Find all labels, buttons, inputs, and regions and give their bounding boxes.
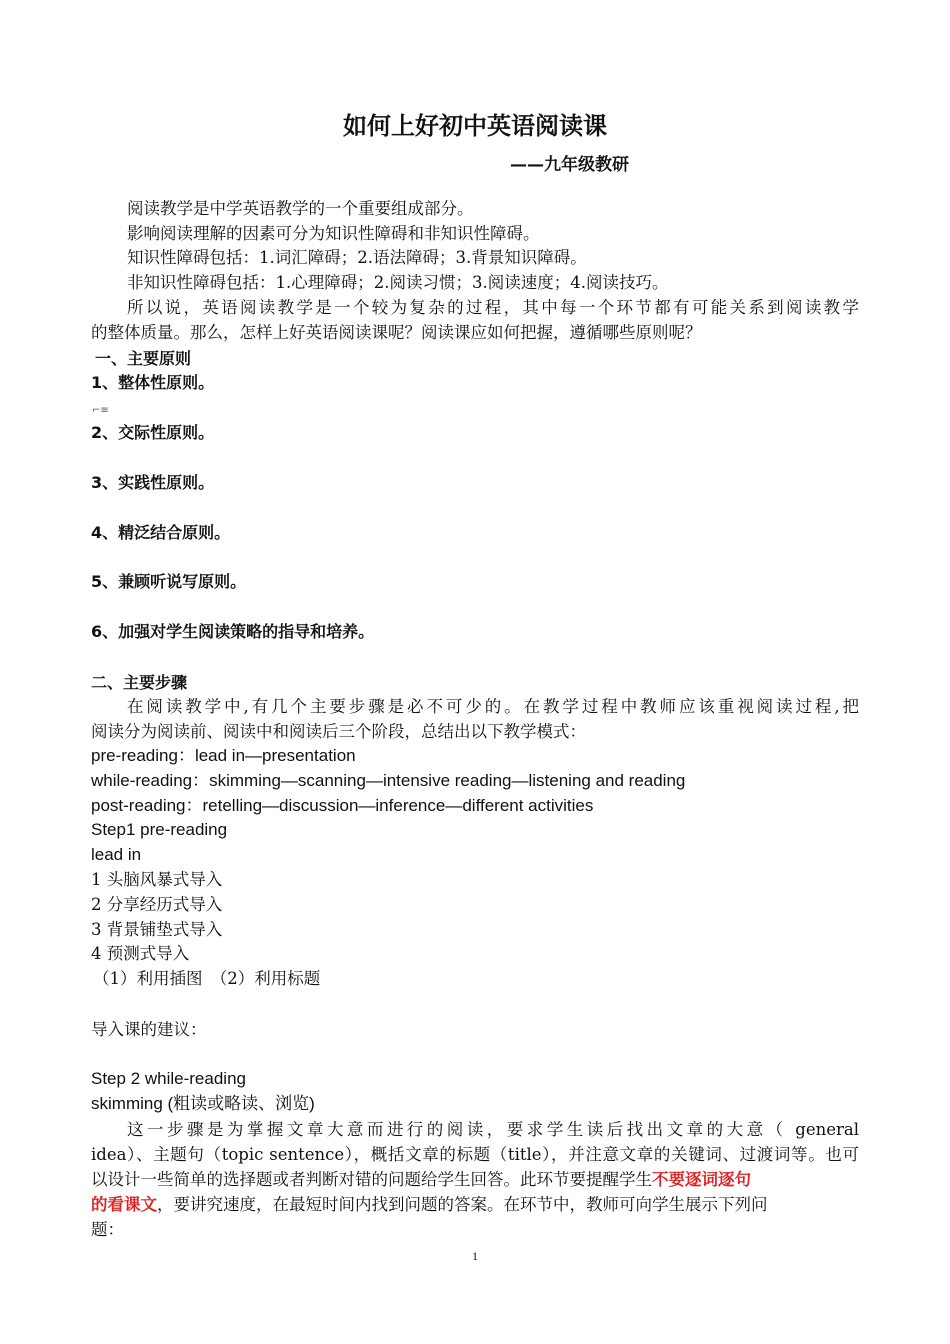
document-subtitle: ——九年级教研 [510,155,629,175]
paragraph-line: 这一步骤是为掌握文章大意而进行的阅读，要求学生读后找出文章的大意（ general [127,1120,859,1139]
format-marker: ⌐≡ [92,405,109,416]
paragraph-line: 题： [91,1220,124,1239]
intro-line: 非知识性障碍包括：1.心理障碍；2.阅读习惯；3.阅读速度；4.阅读技巧。 [127,273,669,292]
principle-item: 3、实践性原则。 [91,473,215,492]
paragraph-line [91,1170,751,1190]
lead-method-item: 3 背景铺垫式导入 [91,920,223,939]
highlighted-text: 的看课文 [91,1195,157,1214]
paragraph-text: 以设计一些简单的选择题或者判断对错的问题给学生回答。此环节要提醒学生 [91,1170,652,1189]
paragraph-line: 阅读分为阅读前、阅读中和阅读后三个阶段，总结出以下教学模式： [91,722,586,741]
intro-line: 影响阅读理解的因素可分为知识性障碍和非知识性障碍。 [127,224,540,243]
paragraph-line [91,1195,768,1215]
section-heading: 一、主要原则 [95,349,192,368]
step-heading: Step1 pre-reading [91,820,228,839]
sub-heading: skimming (粗读或略读、浏览) [91,1094,315,1113]
principle-item: 4、精泛结合原则。 [91,523,231,542]
principle-item: 2、交际性原则。 [91,423,215,442]
advice-heading: 导入课的建议： [91,1020,207,1039]
sub-heading: lead in [91,845,142,864]
prediction-ways: （1）利用插图 （2）利用标题 [93,969,321,988]
principle-item: 1、整体性原则。 [91,373,215,392]
paragraph-line: 的整体质量。那么，怎样上好英语阅读课呢？阅读课应如何把握，遵循哪些原则呢？ [91,323,702,342]
intro-line: 知识性障碍包括：1.词汇障碍；2.语法障碍；3.背景知识障碍。 [127,248,587,267]
document-title: 如何上好初中英语阅读课 [343,112,607,140]
model-line: while-reading：skimming—scanning—intensive reading—listening and reading [91,771,686,790]
step-heading: Step 2 while-reading [91,1069,246,1088]
lead-method-item: 4 预测式导入 [91,944,190,963]
page-number: 1 [472,1249,478,1263]
highlighted-text: 不要逐词逐句 [652,1170,751,1189]
model-line: pre-reading：lead in—presentation [91,746,356,765]
section-heading: 二、主要步骤 [91,673,188,692]
model-line: post-reading：retelling—discussion—inference—different activities [91,796,594,815]
paragraph-line: idea）、主题句（topic sentence），概括文章的标题（title），并注意文章的关键词、过渡词等。也可 [91,1145,859,1164]
lead-method-item: 1 头脑风暴式导入 [91,870,223,889]
lead-method-item: 2 分享经历式导入 [91,895,223,914]
paragraph-line: 在阅读教学中,有几个主要步骤是必不可少的。在教学过程中教师应该重视阅读过程,把 [127,697,859,716]
principle-item: 6、加强对学生阅读策略的指导和培养。 [91,622,375,641]
paragraph-line: 所以说，英语阅读教学是一个较为复杂的过程，其中每一个环节都有可能关系到阅读教学 [127,298,859,317]
intro-line: 阅读教学是中学英语教学的一个重要组成部分。 [127,199,474,218]
principle-item: 5、兼顾听说写原则。 [91,572,247,591]
paragraph-text: ，要讲究速度，在最短时间内找到问题的答案。在环节中，教师可向学生展示下列问 [157,1195,768,1214]
